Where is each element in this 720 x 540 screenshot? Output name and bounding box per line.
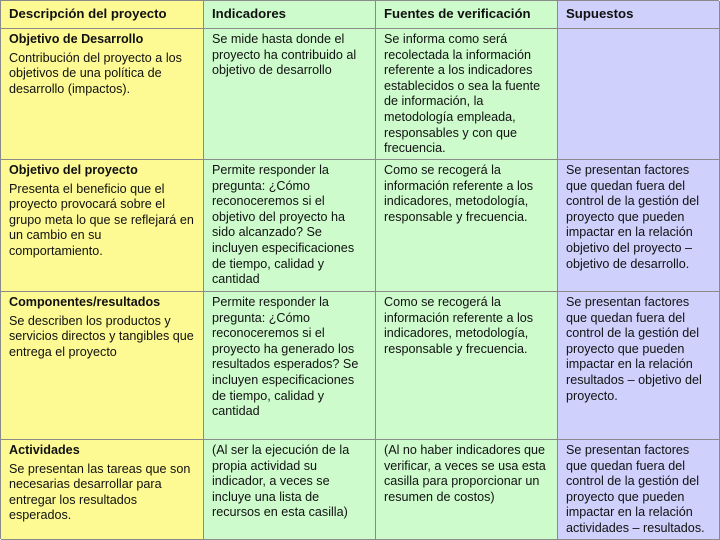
row-componentes-fuentes: Como se recogerá la información referente a los indicadores, metodología, responsable y frecuencia.	[376, 292, 558, 440]
row-objetivo-proyecto-supuestos: Se presentan factores que quedan fuera del control de la gestión del proyecto que pueden impactar en la relación objetivo del proyecto – objetivo de desarrollo.	[558, 160, 720, 292]
row-componentes-indicadores: Permite responder la pregunta: ¿Cómo reconoceremos si el proyecto ha generado los resultados esperados? Se incluyen especificaciones de tiempo, calidad y cantidad	[204, 292, 376, 440]
row-objetivo-proyecto-fuentes: Como se recogerá la información referente a los indicadores, metodología, responsable y frecuencia.	[376, 160, 558, 292]
row-objetivo-desarrollo-descripcion	[1, 29, 204, 160]
header-indicadores: Indicadores	[204, 1, 376, 29]
row-objetivo-proyecto-indicadores: Permite responder la pregunta: ¿Cómo reconoceremos si el objetivo del proyecto ha sido alcanzado? Se incluyen especificaciones de tiempo, calidad y cantidad	[204, 160, 376, 292]
row-description: Presenta el beneficio que el proyecto provocará sobre el grupo meta lo que se reflejará en un cambio en su comportamiento.	[9, 181, 194, 258]
row-actividades-fuentes: (Al no haber indicadores que verificar, a veces se usa esta casilla para proporcionar un resumen de costos)	[376, 440, 558, 540]
header-supuestos: Supuestos	[558, 1, 720, 29]
row-description: Se describen los productos y servicios directos y tangibles que entrega el proyecto	[9, 313, 194, 359]
row-description: Se presentan las tareas que son necesarias desarrollar para entregar los resultados esperados.	[9, 461, 191, 523]
row-title: Objetivo de Desarrollo	[9, 32, 144, 46]
header-fuentes: Fuentes de verificación	[376, 1, 558, 29]
row-title: Componentes/resultados	[9, 295, 161, 309]
row-actividades-descripcion	[1, 440, 204, 540]
row-componentes-supuestos: Se presentan factores que quedan fuera del control de la gestión del proyecto que pueden impactar en la relación resultados – objetivo del proyecto.	[558, 292, 720, 440]
row-objetivo-proyecto-descripcion	[1, 160, 204, 292]
row-description: Contribución del proyecto a los objetivos de una política de desarrollo (impactos).	[9, 50, 182, 96]
row-objetivo-desarrollo-indicadores: Se mide hasta donde el proyecto ha contribuido al objetivo de desarrollo	[204, 29, 376, 160]
row-actividades-supuestos: Se presentan factores que quedan fuera del control de la gestión del proyecto que pueden impactar en la relación actividades – resultados.	[558, 440, 720, 540]
row-title: Objetivo del proyecto	[9, 163, 138, 177]
row-actividades-indicadores: (Al ser la ejecución de la propia actividad su indicador, a veces se incluye una lista de recursos en esta casilla)	[204, 440, 376, 540]
row-objetivo-desarrollo-supuestos	[558, 29, 720, 160]
row-objetivo-desarrollo-fuentes: Se informa como será recolectada la información referente a los indicadores establecidos o sea la fuente de información, la metodología empleada, responsables y con que frecuencia.	[376, 29, 558, 160]
row-title: Actividades	[9, 443, 80, 457]
row-componentes-descripcion	[1, 292, 204, 440]
header-descripcion: Descripción del proyecto	[1, 1, 204, 29]
